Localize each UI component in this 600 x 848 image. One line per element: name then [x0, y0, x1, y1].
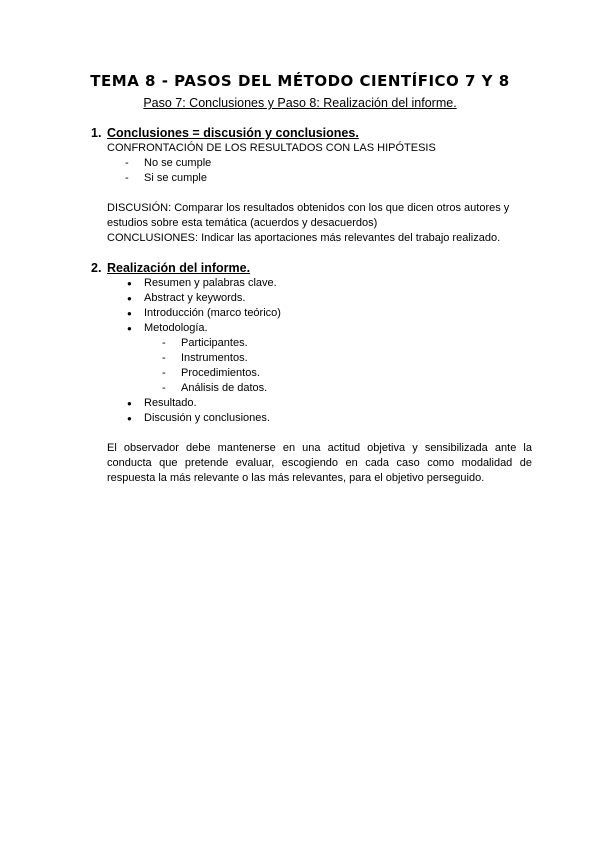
observer-paragraph: El observador debe mantenerse en una actitud objetiva y sensibilizada ante la conducta que pretende evaluar, escogiendo en cada caso como modalidad de respuesta la más relevante o las más relevantes, para el objetivo perseguido. [107, 442, 532, 484]
sublist-item: - Análisis de datos. [144, 381, 532, 396]
list-item: ● Discusión y conclusiones. [107, 411, 532, 426]
section-heading [92, 260, 532, 276]
discusion-paragraph: DISCUSIÓN: Comparar los resultados obtenidos con los que dicen otros autores y estudios sobre esta temática (acuerdos y desacuerdos) [107, 202, 510, 229]
section-body [107, 141, 532, 246]
confrontacion-line: CONFRONTACIÓN DE LOS RESULTADOS CON LAS HIPÓTESIS [107, 142, 436, 154]
list-item: - Si se cumple [107, 171, 532, 186]
page-title: TEMA 8 - PASOS DEL MÉTODO CIENTÍFICO 7 Y 8 [90, 72, 510, 90]
section-number: 2. [91, 261, 102, 275]
list-item: ● Resumen y palabras clave. [107, 276, 532, 291]
section-title: Conclusiones = discusión y conclusiones. [107, 126, 359, 140]
list-item-label: Metodología. [144, 322, 208, 334]
list-item: - No se cumple [107, 156, 532, 171]
informe-list [107, 276, 532, 426]
metodologia-sublist [144, 336, 532, 396]
sublist-item: - Participantes. [144, 336, 532, 351]
conclusiones-paragraph: CONCLUSIONES: Indicar las aportaciones más relevantes del trabajo realizado. [107, 232, 501, 244]
section-informe [92, 260, 532, 486]
sublist-item: - Instrumentos. [144, 351, 532, 366]
list-item: ● Resultado. [107, 396, 532, 411]
list-item: ● Abstract y keywords. [107, 291, 532, 306]
section-number: 1. [91, 126, 102, 140]
hypothesis-list [107, 156, 532, 186]
list-item [107, 321, 532, 396]
list-item: ● Introducción (marco teórico) [107, 306, 532, 321]
sublist-item: - Procedimientos. [144, 366, 532, 381]
section-conclusiones [92, 125, 532, 246]
section-title: Realización del informe. [107, 261, 251, 275]
section-heading [92, 125, 532, 141]
page-subtitle: Paso 7: Conclusiones y Paso 8: Realización del informe. [143, 96, 457, 110]
section-body [107, 276, 532, 486]
